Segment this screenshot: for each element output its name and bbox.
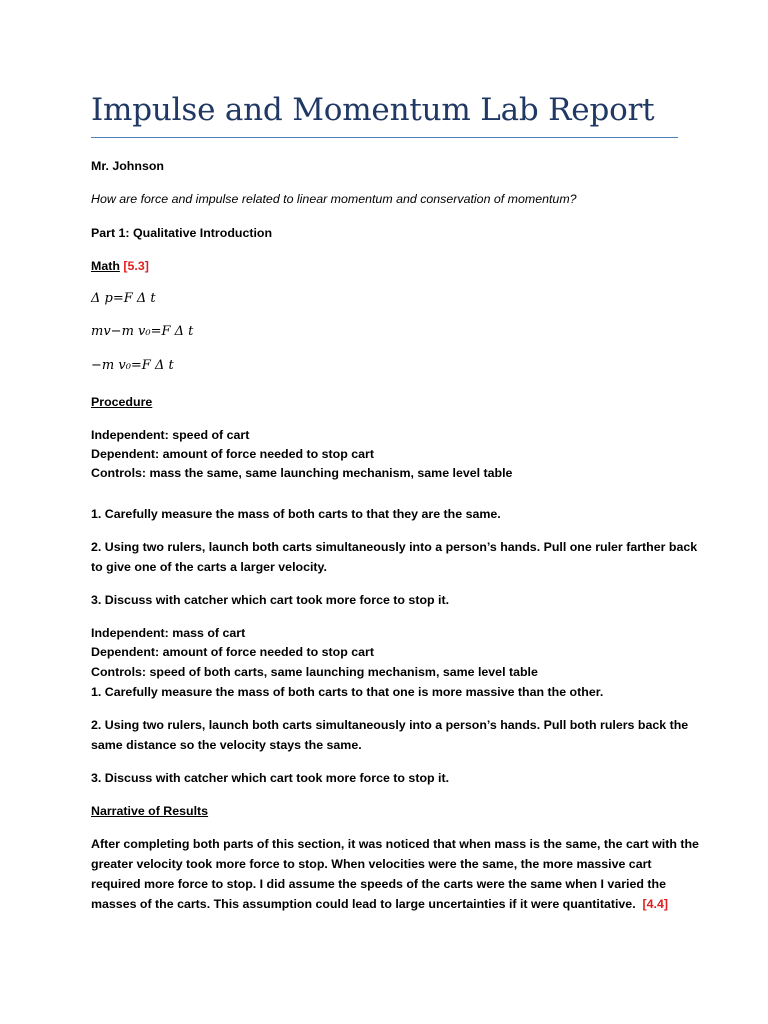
set1-dependent: Dependent: amount of force needed to stop cart xyxy=(91,447,374,461)
narrative-line2: greater velocity took more force to stop. When velocities were the same, the more massive cart xyxy=(91,857,652,871)
equation-stopping: −m v₀=F Δ t xyxy=(91,358,174,373)
narrative-standard-ref: [4.4] xyxy=(642,897,669,911)
author-name: Mr. Johnson xyxy=(91,159,164,173)
report-title: Impulse and Momentum Lab Report xyxy=(91,92,655,128)
equation-momentum-change: mv−m v₀=F Δ t xyxy=(91,324,194,339)
set2-dependent: Dependent: amount of force needed to stop cart xyxy=(91,645,374,659)
part1-heading: Part 1: Qualitative Introduction xyxy=(91,226,273,240)
narrative-line1: After completing both parts of this section, it was noticed that when mass is the same, the cart with the xyxy=(91,837,699,851)
set1-step3: 3. Discuss with catcher which cart took more force to stop it. xyxy=(91,593,450,607)
narrative-line4 xyxy=(91,895,668,914)
procedure-heading: Procedure xyxy=(91,395,153,409)
set2-controls: Controls: speed of both carts, same launching mechanism, same level table xyxy=(91,665,538,679)
set1-step1: 1. Carefully measure the mass of both carts to that they are the same. xyxy=(91,507,501,521)
set1-independent: Independent: speed of cart xyxy=(91,428,250,442)
set2-independent: Independent: mass of cart xyxy=(91,626,246,640)
document-page xyxy=(91,0,699,1024)
title-divider xyxy=(91,137,678,138)
set1-controls: Controls: mass the same, same launching mechanism, same level table xyxy=(91,466,513,480)
equation-impulse: Δ p=F Δ t xyxy=(91,291,156,306)
math-heading xyxy=(91,257,149,276)
math-standard-ref: [5.3] xyxy=(123,259,149,273)
narrative-line4-text: masses of the carts. This assumption could lead to large uncertainties if it were quantitative. xyxy=(91,897,636,911)
guiding-question: How are force and impulse related to linear momentum and conservation of momentum? xyxy=(91,192,577,206)
narrative-line3: required more force to stop. I did assume the speeds of the carts were the same when I varied the xyxy=(91,877,666,891)
set2-step1: 1. Carefully measure the mass of both carts to that one is more massive than the other. xyxy=(91,685,604,699)
set2-step2-line1: 2. Using two rulers, launch both carts simultaneously into a person’s hands. Pull both rulers back the xyxy=(91,718,689,732)
set2-step2-line2: same distance so the velocity stays the same. xyxy=(91,738,362,752)
set1-step2-line1: 2. Using two rulers, launch both carts simultaneously into a person’s hands. Pull one ruler farther back xyxy=(91,540,698,554)
narrative-heading: Narrative of Results xyxy=(91,804,209,818)
set2-step3: 3. Discuss with catcher which cart took more force to stop it. xyxy=(91,771,450,785)
math-label: Math xyxy=(91,259,120,273)
set1-step2-line2: to give one of the carts a larger velocity. xyxy=(91,560,327,574)
